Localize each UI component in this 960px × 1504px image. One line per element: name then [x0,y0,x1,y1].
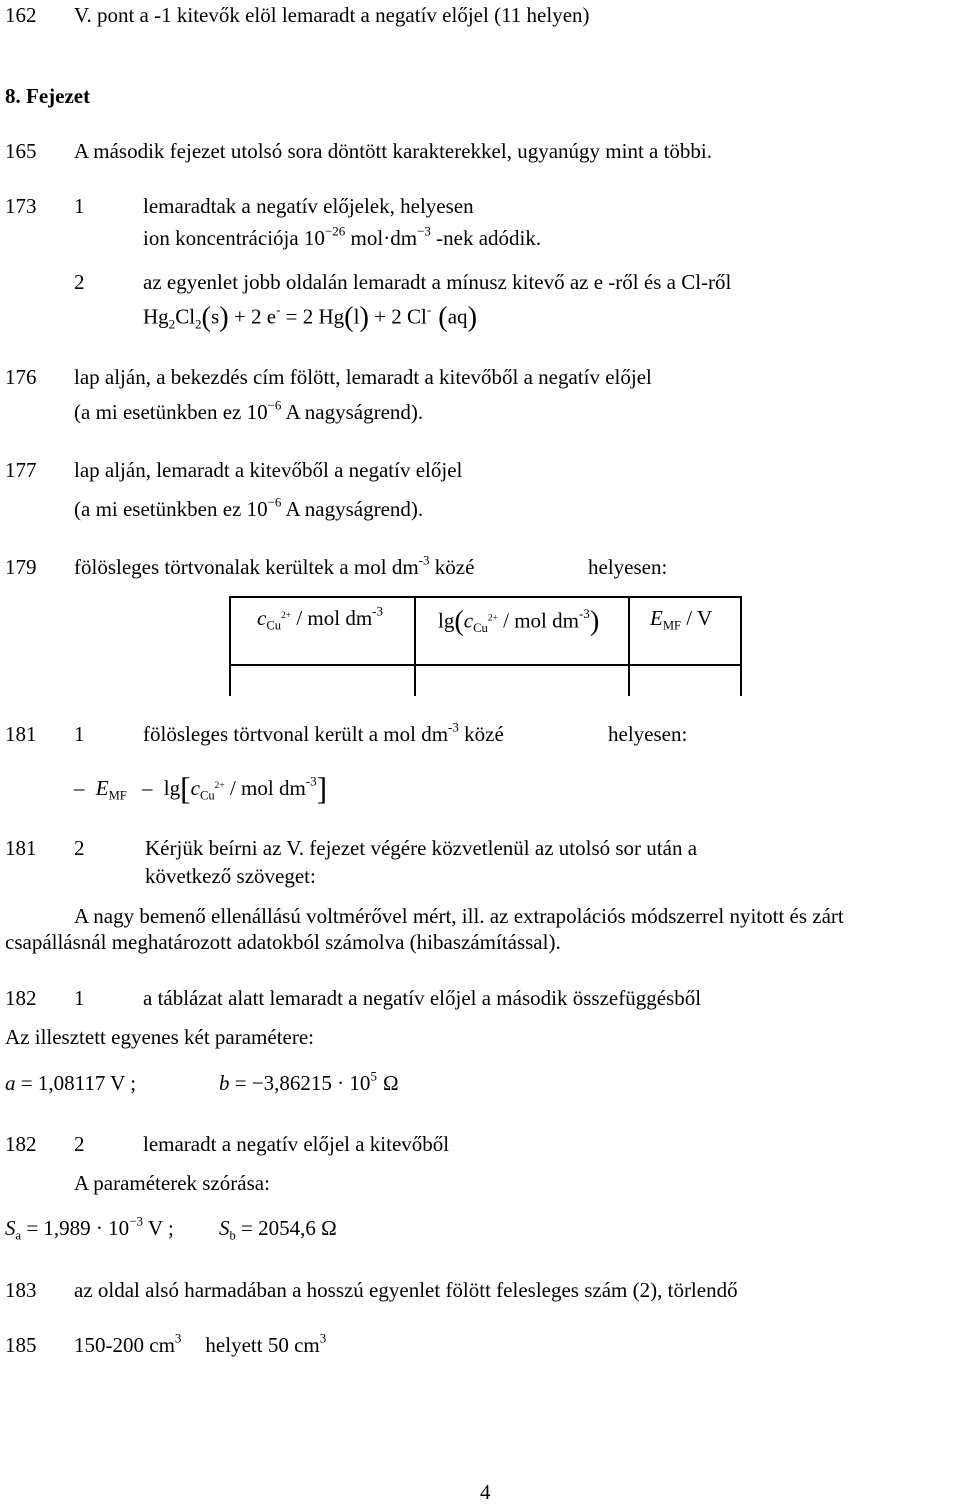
h2-exponent: -3 [578,605,590,621]
conc-mol: mol [345,226,384,250]
line-181b-text: Kérjük beírni az V. fejezet végére közvetlenül az utolsó sor után a [145,836,698,860]
f-e: E [95,776,109,801]
eq-rparen-3: ) [467,302,478,333]
h2-charge: 2+ [487,613,498,624]
line-176-number: 176 [5,365,37,389]
h2-sub: Cu [473,621,488,636]
line-181b-sub: 2 [74,836,85,860]
line-173-text: lemaradtak a negatív előjelek, helyesen [143,194,474,218]
eq-aqueous: aq [447,304,468,329]
line-162-text: V. pont a -1 kitevők elöl lemaradt a negatív előjel (11 helyen) [74,3,590,27]
table-header-border [229,664,742,666]
line-179-number: 179 [5,555,37,579]
line-183-text: az oldal alsó harmadában a hosszú egyenlet fölött felesleges szám (2), törlendő [74,1278,738,1302]
param-a-value: = 1,08117 V ; [15,1071,137,1095]
h1-charge: 2+ [281,610,292,621]
std-dev-a [5,1213,174,1243]
line-173-number: 173 [5,194,37,218]
table-header-emf [650,606,713,633]
param-b-symbol: b [219,1071,230,1095]
sa-symbol: S [5,1216,16,1240]
param-a [5,1073,136,1094]
line-177-magnitude [74,494,424,521]
line-179-correction: helyesen: [588,555,668,579]
eq-cl: Cl [175,304,196,329]
line-183-number: 183 [5,1278,37,1302]
l181a-mid: közé [458,722,504,746]
mag177-post: A nagyságrend). [281,497,424,521]
h2-rparen: ) [589,606,600,637]
l185-exp1: 3 [174,1330,182,1346]
mercury-equation [143,301,478,333]
line-182a-sub: 1 [74,986,85,1010]
mag176-text: (a mi esetünkben ez 10 [74,400,268,424]
eq-lparen-3: ( [431,302,448,333]
line-181a-number: 181 [5,722,37,746]
f-lbracket: [ [180,771,191,806]
mag177-text: (a mi esetünkben ez 10 [74,497,268,521]
table-col-line-1 [229,596,231,696]
line-179-text [74,552,475,579]
f-unit: / mol dm [224,776,306,801]
table-top-border [229,596,742,598]
h2-lparen: ( [454,606,464,637]
f-exponent: -3 [305,773,317,789]
f-c: c [190,776,200,801]
h3-unit: / V [681,606,713,630]
f-dash2: – [142,776,153,801]
eq-chloride: + 2 Cl [368,304,427,329]
line-181a-formula [74,773,327,805]
line-182b-number: 182 [5,1132,37,1156]
line-181a-correction: helyesen: [608,722,688,746]
table-col-line-4 [740,596,742,696]
line-165-text: A második fejezet utolsó sora döntött karakterekkel, ugyanúgy mint a többi. [74,139,713,163]
f-dash1: – [74,776,85,801]
param-b [219,1068,399,1095]
line-177-number: 177 [5,458,37,482]
eq-equals-hg: = 2 Hg [280,304,345,329]
line-181b-para2: csapállásnál meghatározott adatokból számolva (hibaszámítással). [5,930,561,954]
eq-rparen-1: ) [219,302,229,333]
l181a-exponent: -3 [448,719,459,735]
line-181b-text2: következő szöveget: [145,864,316,888]
line-182b-text: lemaradt a negatív előjel a kitevőből [143,1132,450,1156]
line-181a-sub: 1 [74,722,85,746]
param-b-unit: Ω [382,1071,399,1095]
mag177-exponent: −6 [267,494,282,510]
h3-sub: MF [662,618,682,633]
l179-exponent: -3 [418,552,430,568]
l185-exp2: 3 [319,1330,327,1346]
conc-exponent: −26 [324,223,346,239]
table-header-log-concentration [438,605,600,637]
line-173-sub: 1 [74,194,85,218]
line-185-number: 185 [5,1333,37,1357]
line-181a-text [143,719,504,746]
h1-sub: Cu [266,618,282,633]
f-esub: MF [108,788,127,803]
sb-sub: b [229,1228,236,1243]
line-176-text: lap alján, a bekezdés cím fölött, lemaradt a kitevőből a negatív előjel [74,365,652,389]
h2-lg: lg [438,608,455,633]
table-header-concentration [257,603,384,633]
sa-exponent: −3 [129,1213,144,1229]
eq-lparen-2: ( [344,302,354,333]
l185-pre: 150-200 cm [74,1333,175,1357]
line-162-number: 162 [5,3,37,27]
l179-text: fölösleges törtvonalak kerültek a mol dm [74,555,419,579]
line-173-concentration [143,223,542,250]
line-165-number: 165 [5,139,37,163]
sa-sub: a [15,1228,22,1243]
conc-post: -nek adódik. [430,226,542,250]
mag176-post: A nagyságrend). [281,400,424,424]
eq-chloride-charge: - [426,301,432,317]
conc-dm: dm [390,226,418,250]
table-col-line-3 [628,596,630,696]
line-177-text: lap alján, lemaradt a kitevőből a negatív előjel [74,458,463,482]
table-col-line-2 [414,596,416,696]
f-lg: lg [163,776,181,801]
mag176-exponent: −6 [267,397,282,413]
line-181b-number: 181 [5,836,37,860]
param-b-value: = −3,86215 · 10 [229,1071,371,1095]
line-176-magnitude [74,397,424,424]
line-182b-text2: A paraméterek szórása: [74,1171,270,1195]
sb-symbol: S [219,1216,230,1240]
chapter-heading: 8. Fejezet [5,84,91,108]
eq-electrons: + 2 e [228,304,277,329]
line-185-text [74,1330,327,1357]
eq-solid: s [211,304,220,329]
l181a-text: fölösleges törtvonal került a mol dm [143,722,449,746]
f-rbracket: ] [316,771,328,806]
eq-liquid: l [353,304,360,329]
line-182a-number: 182 [5,986,37,1010]
line-182b-sub: 2 [74,1132,85,1156]
line-182a-text2: Az illesztett egyenes két paramétere: [5,1025,315,1049]
sb-value: = 2054,6 Ω [235,1216,337,1240]
f-sub: Cu [199,788,215,803]
conc-dm-exponent: −3 [417,223,431,239]
param-b-exponent: 5 [370,1068,377,1084]
l179-mid: közé [429,555,475,579]
h1-c: c [257,606,267,630]
h3-e: E [650,606,663,630]
h1-unit: / mol dm [291,606,373,630]
h2-unit: / mol dm [497,608,579,633]
l185-mid: helyett 50 cm [205,1333,320,1357]
f-charge: 2+ [214,781,225,792]
eq-electron-charge: - [276,301,281,317]
h1-exponent: -3 [372,603,384,619]
sa-value: = 1,989 · 10 [21,1216,130,1240]
std-dev-b [219,1216,337,1243]
h2-c: c [463,608,474,633]
eq-lparen-1: ( [201,302,211,333]
eq-hg: Hg [143,304,169,329]
conc-text: ion koncentrációja 10 [143,226,325,250]
eq-sub-2b: 2 [195,316,202,332]
line-182a-text: a táblázat alatt lemaradt a negatív előjel a második összefüggésből [143,986,702,1010]
page-number: 4 [480,1480,491,1504]
eq-sub-2a: 2 [168,316,176,332]
conc-dot: · [383,226,391,250]
param-a-symbol: a [5,1071,16,1095]
sa-unit: V ; [143,1216,174,1240]
eq-rparen-2: ) [359,302,369,333]
line-173b-sub: 2 [74,270,85,294]
line-181b-para1: A nagy bemenő ellenállású voltmérővel mért, ill. az extrapolációs módszerrel nyitott és zárt [74,904,844,928]
line-173b-text: az egyenlet jobb oldalán lemaradt a mínusz kitevő az e -ről és a Cl-ről [143,270,732,294]
